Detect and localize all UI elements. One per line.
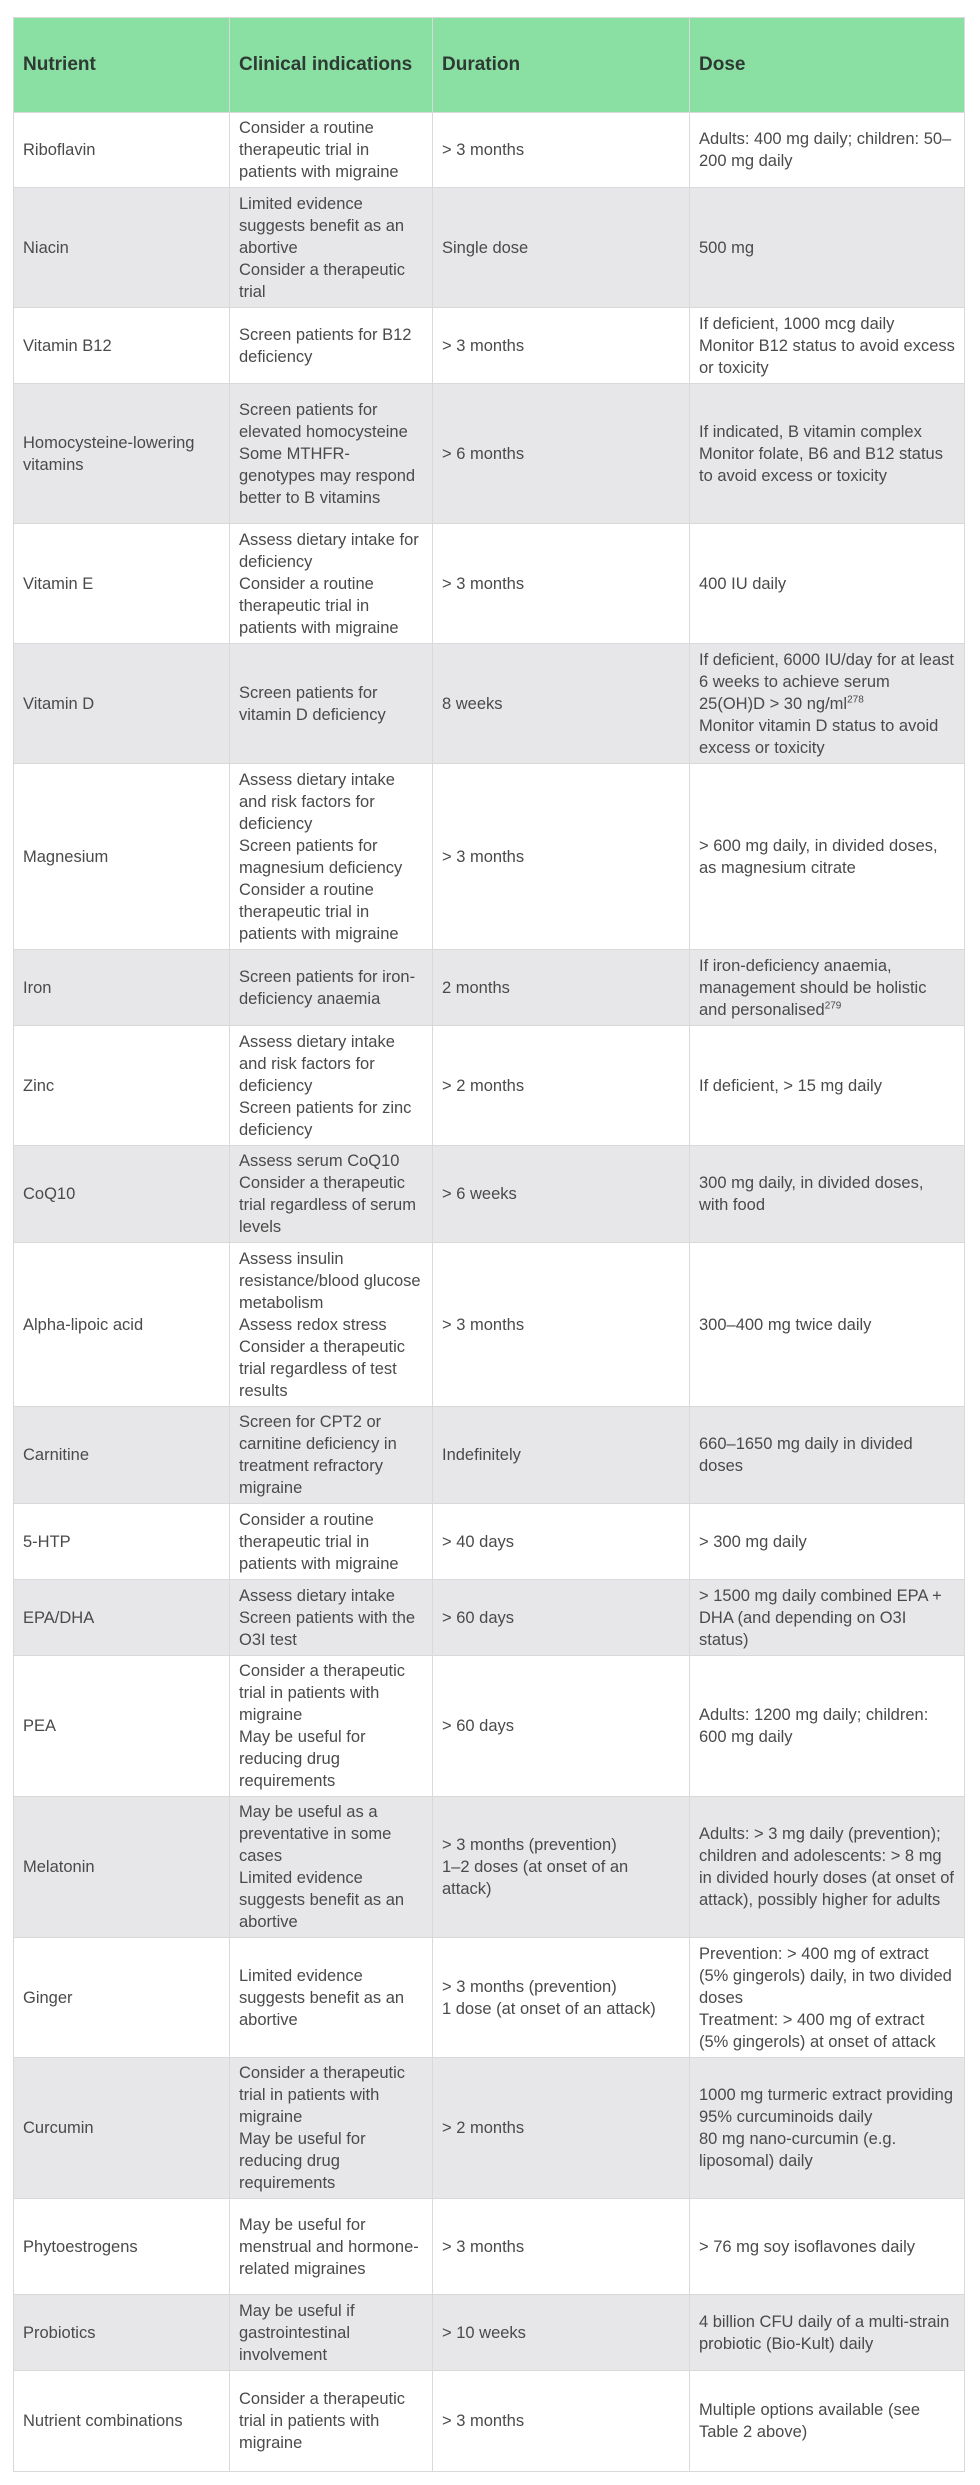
duration-line-text: > 3 months <box>442 141 525 159</box>
duration-line <box>442 1075 680 1097</box>
table-row <box>14 2371 965 2472</box>
duration-line <box>442 1607 680 1629</box>
indication-line-text: Consider a routine therapeutic trial in patients with migraine <box>239 119 399 181</box>
duration-line-text: Single dose <box>442 238 529 257</box>
duration-cell <box>433 2295 690 2371</box>
indication-line-text: Consider a therapeutic trial in patients with migraine <box>239 1662 406 1724</box>
nutrient-cell: Magnesium <box>14 764 230 950</box>
dose-line-text: Monitor folate, B6 and B12 status to avoid excess or toxicity <box>699 444 943 485</box>
duration-line <box>442 1715 680 1737</box>
dose-line <box>699 1531 955 1553</box>
duration-line-text: 8 weeks <box>442 694 503 713</box>
dose-line-text: Adults: 1200 mg daily; children: 600 mg daily <box>699 1706 929 1746</box>
duration-cell <box>433 1146 690 1243</box>
dose-line-text: 4 billion CFU daily of a multi-strain probiotic (Bio-Kult) daily <box>699 2312 950 2353</box>
indication-line-text: Screen patients for iron-deficiency anaemia <box>239 967 416 1008</box>
table-row <box>14 308 965 384</box>
indication-line <box>239 2388 423 2454</box>
table-row <box>14 1026 965 1146</box>
indication-line-text: Assess dietary intake and risk factors for deficiency <box>239 1032 395 1095</box>
header-dose: Dose <box>690 18 965 113</box>
nutrient-cell: Zinc <box>14 1026 230 1146</box>
duration-cell <box>433 2058 690 2199</box>
duration-line <box>442 2410 680 2432</box>
indication-line <box>239 769 423 835</box>
table-row <box>14 1580 965 1656</box>
nutrient-cell: Carnitine <box>14 1407 230 1504</box>
nutrient-cell: Melatonin <box>14 1797 230 1938</box>
indication-line-text: Some MTHFR-genotypes may respond better to B vitamins <box>239 444 416 507</box>
table-row <box>14 1504 965 1580</box>
dose-line-text: > 300 mg daily <box>699 1532 807 1551</box>
nutrient-cell: PEA <box>14 1656 230 1797</box>
duration-line-text: 2 months <box>442 978 510 997</box>
duration-line <box>442 2117 680 2139</box>
duration-cell <box>433 188 690 308</box>
table-row <box>14 1797 965 1938</box>
nutrient-cell: Probiotics <box>14 2295 230 2371</box>
dose-line-text: Multiple options available (see Table 2 above) <box>699 2401 921 2441</box>
table-header <box>14 18 965 113</box>
duration-cell <box>433 1656 690 1797</box>
table-row <box>14 644 965 764</box>
indication-line <box>239 2300 423 2366</box>
duration-cell <box>433 764 690 950</box>
nutrient-table-container <box>13 17 964 2472</box>
dose-line-text: 1000 mg turmeric extract providing 95% curcuminoids daily <box>699 2086 954 2126</box>
dose-line <box>699 1585 955 1651</box>
dose-line-text: Adults: > 3 mg daily (prevention); children and adolescents: > 8 mg in divided hourly doses (at onset of attack), possibly higher for adults <box>699 1825 954 1909</box>
header-clinical-indications: Clinical indications <box>230 18 433 113</box>
indication-line <box>239 324 423 368</box>
dose-cell <box>690 1026 965 1146</box>
duration-line <box>442 977 680 999</box>
duration-line <box>442 573 680 595</box>
table-row <box>14 950 965 1026</box>
nutrient-cell: EPA/DHA <box>14 1580 230 1656</box>
duration-line-text: > 3 months <box>442 2412 525 2430</box>
duration-line-text: > 3 months (prevention) <box>442 1836 617 1854</box>
dose-line <box>699 1172 955 1216</box>
indication-line <box>239 193 423 259</box>
dose-line <box>699 1433 955 1477</box>
nutrient-cell: Iron <box>14 950 230 1026</box>
duration-line <box>442 1998 680 2020</box>
indications-cell <box>230 2295 433 2371</box>
duration-line-text: Indefinitely <box>442 1446 521 1464</box>
duration-line-text: > 3 months <box>442 574 525 593</box>
dose-line <box>699 421 955 443</box>
dose-line <box>699 1075 955 1097</box>
duration-line <box>442 2322 680 2344</box>
duration-line <box>442 1856 680 1900</box>
dose-line <box>699 2236 955 2258</box>
indication-line-text: Consider a routine therapeutic trial in patients with migraine <box>239 574 399 637</box>
indication-line <box>239 2062 423 2128</box>
dose-line-text: If deficient, > 15 mg daily <box>699 1076 882 1095</box>
duration-line <box>442 1444 680 1466</box>
indications-cell <box>230 113 433 188</box>
indication-line-text: Assess redox stress <box>239 1315 387 1334</box>
indications-cell <box>230 644 433 764</box>
duration-line-text: > 3 months <box>442 2237 525 2256</box>
indication-line-text: Screen patients for vitamin D deficiency <box>239 683 386 724</box>
indications-cell <box>230 1407 433 1504</box>
dose-line-text: Adults: 400 mg daily; children: 50–200 mg daily <box>699 130 952 170</box>
duration-line-text: > 3 months (prevention) <box>442 1977 617 1996</box>
dose-line-text: 80 mg nano-curcumin (e.g. liposomal) daily <box>699 2130 897 2170</box>
dose-line-text: Prevention: > 400 mg of extract (5% gingerols) daily, in two divided doses <box>699 1944 952 2007</box>
dose-line-text: If deficient, 1000 mcg daily <box>699 314 895 333</box>
dose-line <box>699 835 955 879</box>
nutrient-cell: Niacin <box>14 188 230 308</box>
indications-cell <box>230 2371 433 2472</box>
duration-line <box>442 693 680 715</box>
dose-line-text: 300–400 mg twice daily <box>699 1315 872 1334</box>
duration-cell <box>433 1938 690 2058</box>
indication-line <box>239 1726 423 1792</box>
duration-line <box>442 1834 680 1856</box>
indication-line <box>239 529 423 573</box>
indication-line <box>239 1585 423 1607</box>
dose-line <box>699 237 955 259</box>
dose-line <box>699 573 955 595</box>
duration-cell <box>433 1580 690 1656</box>
dose-line-text: Treatment: > 400 mg of extract (5% gingerols) at onset of attack <box>699 2010 936 2051</box>
reference-superscript: 279 <box>824 1000 842 1011</box>
duration-line <box>442 139 680 161</box>
dose-line-text: > 76 mg soy isoflavones daily <box>699 2237 915 2256</box>
indication-line <box>239 399 423 443</box>
duration-line-text: 1 dose (at onset of an attack) <box>442 1999 656 2018</box>
dose-line <box>699 313 955 335</box>
indication-line <box>239 1150 423 1172</box>
dose-line-text: 400 IU daily <box>699 574 787 593</box>
indication-line-text: Limited evidence suggests benefit as an abortive <box>239 194 405 257</box>
nutrient-cell: Vitamin E <box>14 524 230 644</box>
indication-line <box>239 1411 423 1499</box>
indication-line <box>239 1336 423 1402</box>
indication-line-text: Consider a routine therapeutic trial in patients with migraine <box>239 880 399 943</box>
indication-line-text: May be useful for reducing drug requirements <box>239 2130 366 2192</box>
dose-line-text: If deficient, 6000 IU/day for at least 6 weeks to achieve serum 25(OH)D > 30 ng/ml <box>699 650 954 713</box>
indication-line-text: Screen patients for zinc deficiency <box>239 1098 412 1139</box>
duration-line <box>442 1976 680 1998</box>
dose-line <box>699 1314 955 1336</box>
dose-cell <box>690 308 965 384</box>
indications-cell <box>230 1504 433 1580</box>
duration-line-text: > 6 weeks <box>442 1185 517 1203</box>
duration-line-text: > 40 days <box>442 1532 515 1551</box>
indication-line <box>239 1031 423 1097</box>
indications-cell <box>230 1243 433 1407</box>
indication-line <box>239 1097 423 1141</box>
table-row <box>14 1146 965 1243</box>
indication-line-text: Assess insulin resistance/blood glucose metabolism <box>239 1249 421 1312</box>
indication-line-text: Assess dietary intake <box>239 1586 395 1605</box>
indication-line <box>239 1867 423 1933</box>
duration-line <box>442 1183 680 1205</box>
indication-line-text: Consider a therapeutic trial in patients with migraine <box>239 2064 406 2126</box>
dose-cell <box>690 950 965 1026</box>
indication-line <box>239 1248 423 1314</box>
duration-line <box>442 335 680 357</box>
nutrient-cell: Vitamin B12 <box>14 308 230 384</box>
indication-line <box>239 1965 423 2031</box>
indications-cell <box>230 950 433 1026</box>
indication-line <box>239 966 423 1010</box>
duration-cell <box>433 1026 690 1146</box>
indication-line-text: Screen for CPT2 or carnitine deficiency in treatment refractory migraine <box>239 1413 397 1497</box>
indication-line-text: Consider a therapeutic trial in patients with migraine <box>239 2390 406 2452</box>
indication-line <box>239 682 423 726</box>
nutrient-cell: Homocysteine-lowering vitamins <box>14 384 230 524</box>
dose-cell <box>690 1407 965 1504</box>
dose-line <box>699 715 955 759</box>
table-row <box>14 1656 965 1797</box>
duration-cell <box>433 1797 690 1938</box>
indication-line <box>239 1607 423 1651</box>
duration-line-text: > 2 months <box>442 2119 525 2137</box>
duration-line-text: > 6 months <box>442 444 525 463</box>
dose-line <box>699 443 955 487</box>
table-row <box>14 1407 965 1504</box>
duration-cell <box>433 950 690 1026</box>
indication-line <box>239 2214 423 2280</box>
table-row <box>14 524 965 644</box>
dose-line <box>699 1823 955 1911</box>
indication-line <box>239 1509 423 1575</box>
indications-cell <box>230 764 433 950</box>
reference-superscript: 278 <box>847 694 864 705</box>
duration-cell <box>433 1407 690 1504</box>
duration-cell <box>433 113 690 188</box>
dose-line-text: Monitor B12 status to avoid excess or toxicity <box>699 336 955 377</box>
nutrient-cell: Ginger <box>14 1938 230 2058</box>
indication-line-text: Limited evidence suggests benefit as an abortive <box>239 1966 405 2029</box>
dose-line <box>699 335 955 379</box>
dose-line <box>699 1704 955 1748</box>
indication-line <box>239 1801 423 1867</box>
table-row <box>14 2058 965 2199</box>
table-row <box>14 1938 965 2058</box>
dose-line-text: > 1500 mg daily combined EPA + DHA (and depending on O3I status) <box>699 1586 942 1649</box>
dose-cell <box>690 1243 965 1407</box>
table-row <box>14 1243 965 1407</box>
indications-cell <box>230 1580 433 1656</box>
dose-cell <box>690 1580 965 1656</box>
dose-cell <box>690 2199 965 2295</box>
indication-line-text: Consider a therapeutic trial regardless of test results <box>239 1337 406 1400</box>
duration-cell <box>433 384 690 524</box>
indication-line-text: Assess dietary intake and risk factors for deficiency <box>239 770 395 833</box>
indication-line <box>239 1172 423 1238</box>
header-row <box>14 18 965 113</box>
dose-line <box>699 2399 955 2443</box>
table-row <box>14 2199 965 2295</box>
nutrient-cell: Phytoestrogens <box>14 2199 230 2295</box>
indications-cell <box>230 1938 433 2058</box>
indication-line-text: Assess serum CoQ10 <box>239 1152 400 1170</box>
indication-line <box>239 879 423 945</box>
duration-line-text: > 3 months <box>442 847 525 866</box>
indication-line-text: Screen patients for B12 deficiency <box>239 325 412 366</box>
indication-line-text: Consider a therapeutic trial <box>239 260 406 301</box>
indication-line <box>239 835 423 879</box>
indications-cell <box>230 1026 433 1146</box>
indication-line-text: Screen patients for magnesium deficiency <box>239 836 403 877</box>
table-body <box>14 113 965 2472</box>
dose-cell <box>690 188 965 308</box>
duration-line-text: 1–2 doses (at onset of an attack) <box>442 1858 629 1898</box>
indications-cell <box>230 384 433 524</box>
dose-cell <box>690 764 965 950</box>
duration-cell <box>433 2371 690 2472</box>
indications-cell <box>230 188 433 308</box>
nutrient-cell: 5-HTP <box>14 1504 230 1580</box>
nutrient-cell: Riboflavin <box>14 113 230 188</box>
dose-line <box>699 2009 955 2053</box>
dose-cell <box>690 384 965 524</box>
duration-line <box>442 237 680 259</box>
indications-cell <box>230 2058 433 2199</box>
dose-cell <box>690 1146 965 1243</box>
duration-line <box>442 1531 680 1553</box>
indication-line <box>239 443 423 509</box>
dose-cell <box>690 644 965 764</box>
dose-line-text: 300 mg daily, in divided doses, with food <box>699 1174 924 1214</box>
indication-line-text: Consider a therapeutic trial regardless of serum levels <box>239 1174 416 1236</box>
duration-line-text: > 60 days <box>442 1717 515 1735</box>
duration-line-text: > 3 months <box>442 336 525 355</box>
dose-cell <box>690 1504 965 1580</box>
dose-line-text: If indicated, B vitamin complex <box>699 422 922 441</box>
indication-line-text: Limited evidence suggests benefit as an abortive <box>239 1869 405 1931</box>
dose-cell <box>690 2371 965 2472</box>
indication-line-text: May be useful if gastrointestinal involvement <box>239 2301 355 2364</box>
indication-line-text: May be useful as a preventative in some cases <box>239 1803 392 1865</box>
indication-line <box>239 117 423 183</box>
duration-line <box>442 846 680 868</box>
dose-line <box>699 955 955 1021</box>
duration-line <box>442 2236 680 2258</box>
dose-cell <box>690 113 965 188</box>
indication-line <box>239 573 423 639</box>
table-row <box>14 2295 965 2371</box>
indication-line <box>239 1314 423 1336</box>
dose-cell <box>690 1797 965 1938</box>
header-duration: Duration <box>433 18 690 113</box>
dose-line <box>699 2084 955 2128</box>
nutrient-cell: Vitamin D <box>14 644 230 764</box>
duration-line <box>442 1314 680 1336</box>
nutrient-cell: Nutrient combinations <box>14 2371 230 2472</box>
dose-cell <box>690 1656 965 1797</box>
duration-cell <box>433 1243 690 1407</box>
duration-cell <box>433 644 690 764</box>
duration-cell <box>433 1504 690 1580</box>
duration-line-text: > 2 months <box>442 1076 525 1095</box>
indication-line <box>239 1660 423 1726</box>
indication-line-text: Screen patients with the O3I test <box>239 1608 416 1649</box>
dose-cell <box>690 2295 965 2371</box>
duration-cell <box>433 524 690 644</box>
indications-cell <box>230 1656 433 1797</box>
dose-line-text: 500 mg <box>699 238 755 257</box>
duration-line-text: > 60 days <box>442 1608 515 1627</box>
dose-line <box>699 649 955 715</box>
indications-cell <box>230 308 433 384</box>
indications-cell <box>230 1797 433 1938</box>
indication-line-text: May be useful for menstrual and hormone-related migraines <box>239 2215 419 2278</box>
dose-cell <box>690 1938 965 2058</box>
duration-line-text: > 3 months <box>442 1315 525 1334</box>
indication-line-text: May be useful for reducing drug requirements <box>239 1728 366 1790</box>
dose-cell <box>690 2058 965 2199</box>
table-row <box>14 384 965 524</box>
table-row <box>14 764 965 950</box>
indication-line-text: Assess dietary intake for deficiency <box>239 530 419 571</box>
table-row <box>14 113 965 188</box>
nutrient-table <box>13 17 965 2472</box>
duration-cell <box>433 2199 690 2295</box>
duration-line-text: > 10 weeks <box>442 2323 526 2342</box>
header-nutrient: Nutrient <box>14 18 230 113</box>
indication-line <box>239 259 423 303</box>
dose-cell <box>690 524 965 644</box>
nutrient-cell: Curcumin <box>14 2058 230 2199</box>
indications-cell <box>230 524 433 644</box>
indication-line-text: Screen patients for elevated homocysteine <box>239 400 408 441</box>
indications-cell <box>230 1146 433 1243</box>
dose-line <box>699 128 955 172</box>
duration-cell <box>433 308 690 384</box>
duration-line <box>442 443 680 465</box>
dose-line <box>699 2128 955 2172</box>
dose-line <box>699 1943 955 2009</box>
nutrient-cell: Alpha-lipoic acid <box>14 1243 230 1407</box>
dose-line-text: Monitor vitamin D status to avoid excess or toxicity <box>699 716 939 757</box>
indications-cell <box>230 2199 433 2295</box>
table-row <box>14 188 965 308</box>
dose-line <box>699 2311 955 2355</box>
indication-line <box>239 2128 423 2194</box>
indication-line-text: Consider a routine therapeutic trial in patients with migraine <box>239 1510 399 1573</box>
dose-line-text: 660–1650 mg daily in divided doses <box>699 1435 913 1475</box>
nutrient-cell: CoQ10 <box>14 1146 230 1243</box>
dose-line-text: > 600 mg daily, in divided doses, as magnesium citrate <box>699 836 938 877</box>
dose-line-text: If iron-deficiency anaemia, management should be holistic and personalised <box>699 956 927 1019</box>
